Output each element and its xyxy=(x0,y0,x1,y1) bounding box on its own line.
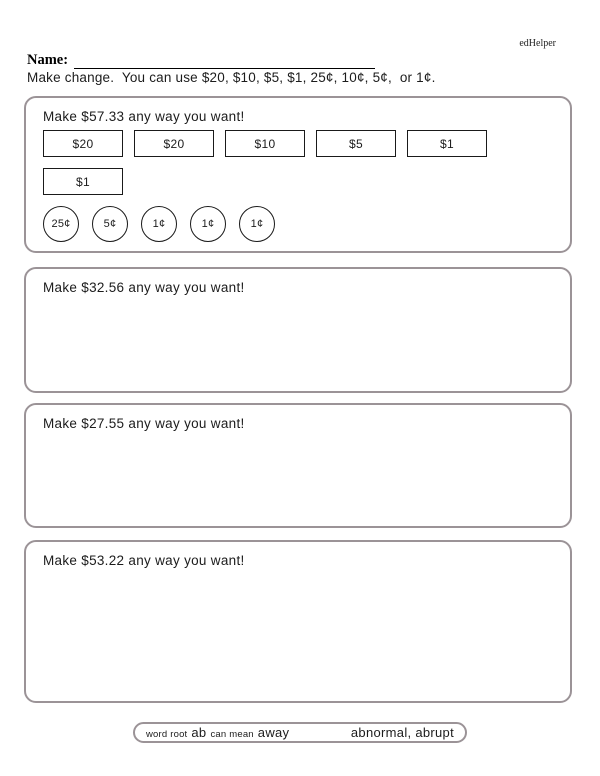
problem-1-bill-row-1 xyxy=(43,130,487,157)
problem-box-2 xyxy=(24,267,572,393)
problem-1-bill-row-2 xyxy=(43,168,123,195)
coin-1c: 1¢ xyxy=(141,206,177,242)
word-root-meaning: away xyxy=(257,725,290,740)
word-root-prefix: word root xyxy=(146,729,188,740)
problem-3-prompt: Make $27.55 any way you want! xyxy=(43,416,245,431)
bill-5: $5 xyxy=(316,130,396,157)
worksheet-instruction: Make change. You can use $20, $10, $5, $1, 25¢, 10¢, 5¢, or 1¢. xyxy=(27,70,436,85)
coin-25c: 25¢ xyxy=(43,206,79,242)
coin-1c: 1¢ xyxy=(239,206,275,242)
name-row xyxy=(27,52,375,69)
bill-20: $20 xyxy=(43,130,123,157)
word-root-phrase xyxy=(146,725,289,740)
bill-1: $1 xyxy=(407,130,487,157)
problem-4-prompt: Make $53.22 any way you want! xyxy=(43,553,245,568)
problem-box-1 xyxy=(24,96,572,253)
name-label: Name: xyxy=(27,52,69,68)
problem-1-prompt: Make $57.33 any way you want! xyxy=(43,109,245,124)
problem-box-4 xyxy=(24,540,572,703)
edhelper-logo-text: edHelper xyxy=(519,38,556,49)
problem-1-coin-row xyxy=(43,206,275,242)
bill-10: $10 xyxy=(225,130,305,157)
word-root: ab xyxy=(191,725,207,740)
word-root-footer-pill xyxy=(133,722,467,743)
coin-5c: 5¢ xyxy=(92,206,128,242)
word-root-connector: can mean xyxy=(210,729,254,740)
coin-1c: 1¢ xyxy=(190,206,226,242)
problem-box-3 xyxy=(24,403,572,528)
word-root-examples: abnormal, abrupt xyxy=(350,725,454,740)
problem-2-prompt: Make $32.56 any way you want! xyxy=(43,280,245,295)
name-blank-line xyxy=(74,54,375,69)
bill-1: $1 xyxy=(43,168,123,195)
bill-20: $20 xyxy=(134,130,214,157)
